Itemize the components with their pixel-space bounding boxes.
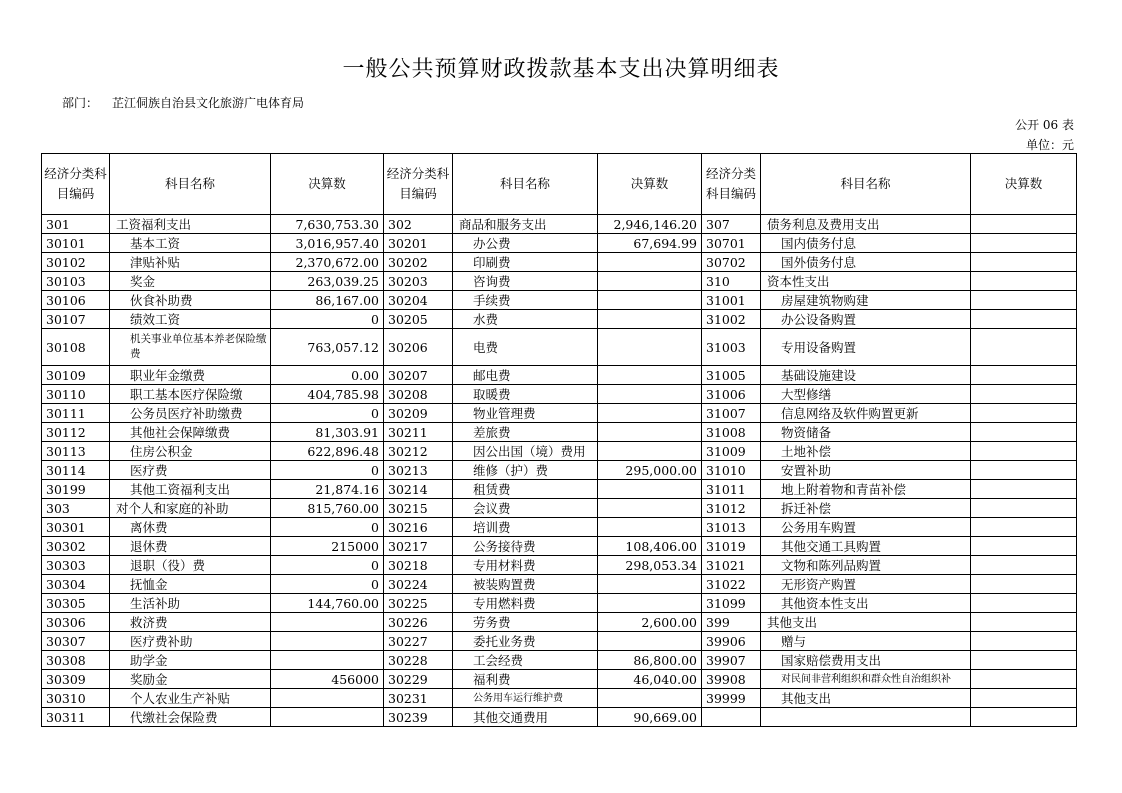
cell-amount-1: 0 — [271, 556, 384, 575]
cell-name-2: 其他交通费用 — [453, 708, 598, 727]
cell-name-3: 房屋建筑物购建 — [761, 291, 971, 310]
cell-name-3 — [761, 708, 971, 727]
cell-amount-3 — [971, 518, 1077, 537]
cell-code-2: 30224 — [384, 575, 453, 594]
cell-amount-2 — [598, 442, 702, 461]
cell-name-3: 文物和陈列品购置 — [761, 556, 971, 575]
cell-code-2: 30218 — [384, 556, 453, 575]
cell-code-3: 310 — [702, 272, 761, 291]
cell-code-1: 30102 — [42, 253, 110, 272]
cell-name-3: 国外债务付息 — [761, 253, 971, 272]
cell-amount-2: 86,800.00 — [598, 651, 702, 670]
cell-code-1: 30112 — [42, 423, 110, 442]
cell-name-1: 工资福利支出 — [110, 215, 271, 234]
cell-code-2: 30211 — [384, 423, 453, 442]
cell-amount-3 — [971, 613, 1077, 632]
cell-amount-2 — [598, 632, 702, 651]
cell-code-3: 31011 — [702, 480, 761, 499]
table-row — [42, 404, 1077, 423]
cell-amount-3 — [971, 708, 1077, 727]
cell-code-2: 30207 — [384, 366, 453, 385]
cell-code-2: 30226 — [384, 613, 453, 632]
cell-code-1: 30111 — [42, 404, 110, 423]
cell-code-2: 30201 — [384, 234, 453, 253]
cell-amount-1: 7,630,753.30 — [271, 215, 384, 234]
cell-name-3: 其他资本性支出 — [761, 594, 971, 613]
cell-name-1: 绩效工资 — [110, 310, 271, 329]
cell-name-2: 办公费 — [453, 234, 598, 253]
cell-name-1: 医疗费补助 — [110, 632, 271, 651]
cell-code-2: 30231 — [384, 689, 453, 708]
cell-code-3: 31008 — [702, 423, 761, 442]
table-row — [42, 689, 1077, 708]
cell-name-3: 其他支出 — [761, 613, 971, 632]
cell-code-2: 30205 — [384, 310, 453, 329]
cell-amount-2 — [598, 575, 702, 594]
table-row — [42, 423, 1077, 442]
cell-code-2: 302 — [384, 215, 453, 234]
cell-code-1: 30305 — [42, 594, 110, 613]
cell-amount-2 — [598, 253, 702, 272]
cell-name-1: 救济费 — [110, 613, 271, 632]
cell-amount-1 — [271, 689, 384, 708]
cell-amount-2 — [598, 329, 702, 366]
cell-code-2: 30227 — [384, 632, 453, 651]
cell-code-2: 30203 — [384, 272, 453, 291]
cell-name-1: 职业年金缴费 — [110, 366, 271, 385]
header-code-2: 经济分类科目编码 — [384, 154, 453, 215]
cell-amount-1: 3,016,957.40 — [271, 234, 384, 253]
header-amount-3: 决算数 — [971, 154, 1077, 215]
cell-code-1: 30110 — [42, 385, 110, 404]
cell-name-2: 租赁费 — [453, 480, 598, 499]
cell-amount-1: 0 — [271, 404, 384, 423]
cell-name-1: 退休费 — [110, 537, 271, 556]
cell-code-3: 31099 — [702, 594, 761, 613]
cell-amount-3 — [971, 253, 1077, 272]
cell-code-1: 30309 — [42, 670, 110, 689]
cell-code-2: 30239 — [384, 708, 453, 727]
cell-name-2: 印刷费 — [453, 253, 598, 272]
cell-name-2: 维修（护）费 — [453, 461, 598, 480]
cell-amount-3 — [971, 423, 1077, 442]
cell-amount-1: 763,057.12 — [271, 329, 384, 366]
cell-name-2: 水费 — [453, 310, 598, 329]
cell-code-2: 30202 — [384, 253, 453, 272]
form-number: 公开 06 表 — [1015, 118, 1074, 132]
cell-name-2: 被装购置费 — [453, 575, 598, 594]
cell-code-1: 30304 — [42, 575, 110, 594]
cell-amount-1: 81,303.91 — [271, 423, 384, 442]
cell-code-1: 30103 — [42, 272, 110, 291]
cell-amount-1: 21,874.16 — [271, 480, 384, 499]
cell-code-1: 30301 — [42, 518, 110, 537]
cell-code-3: 31002 — [702, 310, 761, 329]
cell-amount-2 — [598, 594, 702, 613]
cell-name-1: 奖金 — [110, 272, 271, 291]
cell-code-3: 31005 — [702, 366, 761, 385]
cell-code-2: 30215 — [384, 499, 453, 518]
table-row — [42, 329, 1077, 366]
cell-name-2: 手续费 — [453, 291, 598, 310]
table-row — [42, 632, 1077, 651]
cell-amount-2: 108,406.00 — [598, 537, 702, 556]
table-row — [42, 480, 1077, 499]
cell-name-3: 基础设施建设 — [761, 366, 971, 385]
cell-code-2: 30208 — [384, 385, 453, 404]
cell-name-2: 会议费 — [453, 499, 598, 518]
cell-code-2: 30229 — [384, 670, 453, 689]
cell-name-2: 差旅费 — [453, 423, 598, 442]
cell-name-3: 其他支出 — [761, 689, 971, 708]
cell-code-1: 30113 — [42, 442, 110, 461]
cell-amount-2 — [598, 480, 702, 499]
cell-code-3: 39999 — [702, 689, 761, 708]
cell-name-1: 基本工资 — [110, 234, 271, 253]
cell-amount-3 — [971, 310, 1077, 329]
cell-name-2: 公务接待费 — [453, 537, 598, 556]
cell-amount-3 — [971, 215, 1077, 234]
cell-name-3: 无形资产购置 — [761, 575, 971, 594]
cell-name-3: 安置补助 — [761, 461, 971, 480]
cell-amount-3 — [971, 632, 1077, 651]
table-row — [42, 253, 1077, 272]
page-title: 一般公共预算财政拨款基本支出决算明细表 — [342, 57, 780, 82]
cell-amount-1: 263,039.25 — [271, 272, 384, 291]
department-label: 部门： — [62, 96, 99, 110]
cell-code-1: 30109 — [42, 366, 110, 385]
cell-amount-2 — [598, 366, 702, 385]
cell-name-1: 生活补助 — [110, 594, 271, 613]
table-row — [42, 215, 1077, 234]
table-row — [42, 708, 1077, 727]
header-name-2: 科目名称 — [453, 154, 598, 215]
cell-name-3: 公务用车购置 — [761, 518, 971, 537]
cell-amount-1 — [271, 651, 384, 670]
cell-amount-3 — [971, 291, 1077, 310]
cell-name-2: 培训费 — [453, 518, 598, 537]
cell-name-3: 赠与 — [761, 632, 971, 651]
cell-amount-2: 90,669.00 — [598, 708, 702, 727]
cell-name-1: 机关事业单位基本养老保险缴费 — [110, 329, 271, 366]
cell-code-3: 399 — [702, 613, 761, 632]
cell-amount-2: 298,053.34 — [598, 556, 702, 575]
department-name: 芷江侗族自治县文化旅游广电体育局 — [112, 96, 305, 110]
cell-code-1: 30108 — [42, 329, 110, 366]
cell-amount-3 — [971, 442, 1077, 461]
cell-name-1: 其他工资福利支出 — [110, 480, 271, 499]
cell-name-1: 代缴社会保险费 — [110, 708, 271, 727]
cell-name-1: 离休费 — [110, 518, 271, 537]
cell-amount-1: 0 — [271, 518, 384, 537]
expenditure-table — [41, 153, 1077, 727]
cell-name-2: 商品和服务支出 — [453, 215, 598, 234]
table-row — [42, 575, 1077, 594]
cell-code-3: 31009 — [702, 442, 761, 461]
cell-name-1: 对个人和家庭的补助 — [110, 499, 271, 518]
cell-amount-3 — [971, 366, 1077, 385]
cell-code-2: 30225 — [384, 594, 453, 613]
cell-amount-1: 622,896.48 — [271, 442, 384, 461]
cell-code-1: 30311 — [42, 708, 110, 727]
cell-name-1: 住房公积金 — [110, 442, 271, 461]
cell-code-1: 30307 — [42, 632, 110, 651]
table-row — [42, 651, 1077, 670]
cell-code-3: 31013 — [702, 518, 761, 537]
cell-name-3: 土地补偿 — [761, 442, 971, 461]
cell-code-1: 30306 — [42, 613, 110, 632]
cell-amount-3 — [971, 329, 1077, 366]
cell-amount-3 — [971, 461, 1077, 480]
cell-code-3: 31006 — [702, 385, 761, 404]
cell-name-2: 咨询费 — [453, 272, 598, 291]
cell-code-3: 30701 — [702, 234, 761, 253]
table-row — [42, 291, 1077, 310]
table-header-row — [42, 154, 1077, 215]
cell-name-3: 信息网络及软件购置更新 — [761, 404, 971, 423]
cell-code-1: 30303 — [42, 556, 110, 575]
cell-code-2: 30213 — [384, 461, 453, 480]
cell-name-3: 拆迁补偿 — [761, 499, 971, 518]
table-row — [42, 272, 1077, 291]
cell-code-2: 30217 — [384, 537, 453, 556]
cell-name-2: 取暖费 — [453, 385, 598, 404]
cell-code-3: 31019 — [702, 537, 761, 556]
cell-amount-1: 86,167.00 — [271, 291, 384, 310]
cell-name-1: 伙食补助费 — [110, 291, 271, 310]
department-line — [62, 94, 304, 111]
cell-amount-1: 0 — [271, 461, 384, 480]
cell-amount-2 — [598, 404, 702, 423]
cell-name-3: 国内债务付息 — [761, 234, 971, 253]
table-row — [42, 518, 1077, 537]
cell-code-2: 30209 — [384, 404, 453, 423]
cell-code-1: 30310 — [42, 689, 110, 708]
cell-name-3: 其他交通工具购置 — [761, 537, 971, 556]
cell-amount-2: 46,040.00 — [598, 670, 702, 689]
cell-name-3: 办公设备购置 — [761, 310, 971, 329]
table-row — [42, 310, 1077, 329]
cell-amount-1: 2,370,672.00 — [271, 253, 384, 272]
cell-code-2: 30216 — [384, 518, 453, 537]
cell-amount-1: 404,785.98 — [271, 385, 384, 404]
cell-name-3: 地上附着物和青苗补偿 — [761, 480, 971, 499]
cell-amount-3 — [971, 689, 1077, 708]
cell-code-3: 31001 — [702, 291, 761, 310]
cell-amount-2 — [598, 499, 702, 518]
cell-amount-1: 0 — [271, 310, 384, 329]
cell-code-1: 30106 — [42, 291, 110, 310]
table-row — [42, 385, 1077, 404]
cell-name-1: 抚恤金 — [110, 575, 271, 594]
cell-name-3: 国家赔偿费用支出 — [761, 651, 971, 670]
cell-name-1: 个人农业生产补贴 — [110, 689, 271, 708]
cell-name-1: 助学金 — [110, 651, 271, 670]
cell-code-3: 39908 — [702, 670, 761, 689]
cell-amount-2 — [598, 291, 702, 310]
cell-amount-1: 456000 — [271, 670, 384, 689]
cell-code-3 — [702, 708, 761, 727]
cell-code-1: 301 — [42, 215, 110, 234]
cell-amount-1 — [271, 632, 384, 651]
cell-amount-3 — [971, 480, 1077, 499]
cell-code-2: 30206 — [384, 329, 453, 366]
header-amount-2: 决算数 — [598, 154, 702, 215]
cell-amount-2: 2,946,146.20 — [598, 215, 702, 234]
cell-name-2: 公务用车运行维护费 — [453, 689, 598, 708]
table-row — [42, 499, 1077, 518]
cell-name-3: 大型修缮 — [761, 385, 971, 404]
cell-code-2: 30212 — [384, 442, 453, 461]
cell-code-3: 39906 — [702, 632, 761, 651]
cell-amount-2 — [598, 689, 702, 708]
cell-amount-3 — [971, 234, 1077, 253]
cell-name-2: 福利费 — [453, 670, 598, 689]
cell-amount-2: 67,694.99 — [598, 234, 702, 253]
cell-name-1: 津贴补贴 — [110, 253, 271, 272]
header-code-3: 经济分类科目编码 — [702, 154, 761, 215]
table-row — [42, 537, 1077, 556]
table-row — [42, 613, 1077, 632]
cell-amount-2 — [598, 385, 702, 404]
cell-code-3: 31007 — [702, 404, 761, 423]
table-row — [42, 442, 1077, 461]
cell-amount-2: 2,600.00 — [598, 613, 702, 632]
cell-name-1: 职工基本医疗保险缴 — [110, 385, 271, 404]
header-code-1: 经济分类科目编码 — [42, 154, 110, 215]
cell-code-1: 30101 — [42, 234, 110, 253]
cell-name-2: 电费 — [453, 329, 598, 366]
cell-code-3: 31003 — [702, 329, 761, 366]
header-amount-1: 决算数 — [271, 154, 384, 215]
cell-amount-2 — [598, 423, 702, 442]
table-row — [42, 461, 1077, 480]
cell-name-3: 资本性支出 — [761, 272, 971, 291]
cell-amount-2 — [598, 310, 702, 329]
cell-code-1: 30199 — [42, 480, 110, 499]
cell-amount-3 — [971, 404, 1077, 423]
cell-name-1: 退职（役）费 — [110, 556, 271, 575]
cell-amount-1: 0 — [271, 575, 384, 594]
cell-code-3: 31010 — [702, 461, 761, 480]
cell-amount-3 — [971, 594, 1077, 613]
cell-code-3: 39907 — [702, 651, 761, 670]
cell-amount-1: 215000 — [271, 537, 384, 556]
cell-amount-3 — [971, 499, 1077, 518]
table-row — [42, 670, 1077, 689]
cell-code-3: 31022 — [702, 575, 761, 594]
cell-amount-1: 144,760.00 — [271, 594, 384, 613]
cell-code-1: 303 — [42, 499, 110, 518]
cell-name-2: 邮电费 — [453, 366, 598, 385]
cell-name-1: 奖励金 — [110, 670, 271, 689]
cell-code-2: 30204 — [384, 291, 453, 310]
cell-name-1: 医疗费 — [110, 461, 271, 480]
table-row — [42, 594, 1077, 613]
cell-amount-3 — [971, 670, 1077, 689]
cell-amount-3 — [971, 272, 1077, 291]
cell-amount-3 — [971, 556, 1077, 575]
cell-code-3: 31012 — [702, 499, 761, 518]
cell-amount-1 — [271, 613, 384, 632]
cell-code-1: 30308 — [42, 651, 110, 670]
cell-amount-3 — [971, 575, 1077, 594]
header-name-3: 科目名称 — [761, 154, 971, 215]
cell-name-2: 工会经费 — [453, 651, 598, 670]
cell-code-3: 307 — [702, 215, 761, 234]
table-row — [42, 366, 1077, 385]
unit-label: 单位：元 — [1025, 138, 1074, 152]
cell-name-2: 因公出国（境）费用 — [453, 442, 598, 461]
cell-name-2: 物业管理费 — [453, 404, 598, 423]
table-row — [42, 234, 1077, 253]
cell-name-3: 物资储备 — [761, 423, 971, 442]
cell-amount-3 — [971, 385, 1077, 404]
cell-name-2: 委托业务费 — [453, 632, 598, 651]
cell-amount-3 — [971, 651, 1077, 670]
cell-amount-2: 295,000.00 — [598, 461, 702, 480]
cell-name-3: 对民间非营利组织和群众性自治组织补 — [761, 670, 971, 689]
cell-name-2: 专用材料费 — [453, 556, 598, 575]
cell-code-1: 30114 — [42, 461, 110, 480]
table-row — [42, 556, 1077, 575]
cell-amount-1: 815,760.00 — [271, 499, 384, 518]
cell-amount-1: 0.00 — [271, 366, 384, 385]
cell-amount-2 — [598, 518, 702, 537]
cell-code-2: 30228 — [384, 651, 453, 670]
cell-name-1: 其他社会保障缴费 — [110, 423, 271, 442]
cell-name-2: 劳务费 — [453, 613, 598, 632]
cell-code-1: 30107 — [42, 310, 110, 329]
cell-name-1: 公务员医疗补助缴费 — [110, 404, 271, 423]
cell-code-3: 31021 — [702, 556, 761, 575]
cell-name-3: 债务利息及费用支出 — [761, 215, 971, 234]
cell-name-3: 专用设备购置 — [761, 329, 971, 366]
cell-amount-2 — [598, 272, 702, 291]
cell-amount-1 — [271, 708, 384, 727]
header-name-1: 科目名称 — [110, 154, 271, 215]
cell-code-1: 30302 — [42, 537, 110, 556]
cell-code-3: 30702 — [702, 253, 761, 272]
cell-name-2: 专用燃料费 — [453, 594, 598, 613]
cell-code-2: 30214 — [384, 480, 453, 499]
cell-amount-3 — [971, 537, 1077, 556]
